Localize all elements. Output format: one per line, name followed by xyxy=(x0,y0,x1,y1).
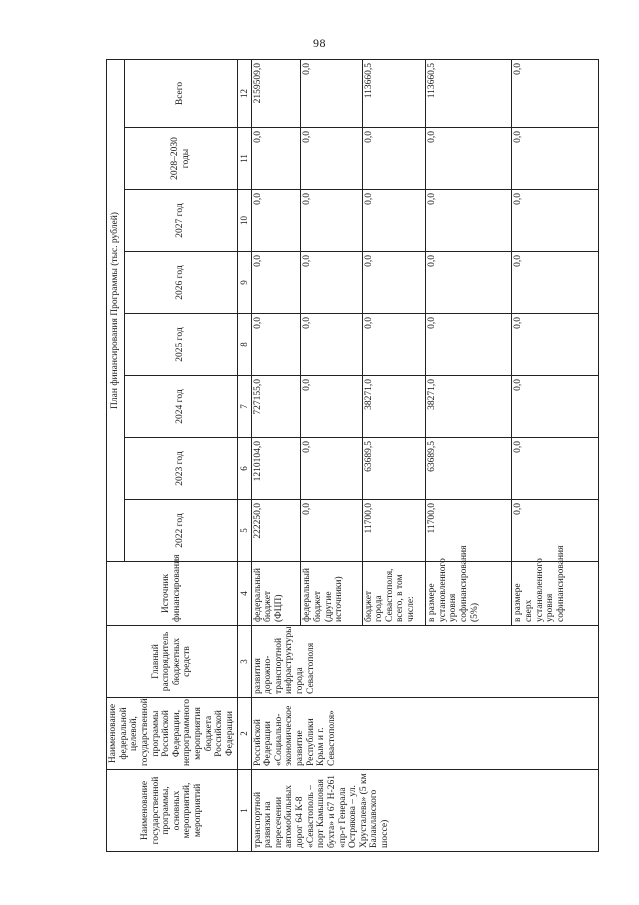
table-row xyxy=(251,59,301,851)
header-plan-title: План финансирования Программы (тыс. рублей) xyxy=(107,59,125,561)
value-cell: 0,0 xyxy=(512,376,598,438)
header-administrator: Главный распорядитель бюджетных средств xyxy=(107,626,238,698)
source-cell: в размере сверх установленного уровня софинансирования xyxy=(512,562,598,626)
value-cell: 0,0 xyxy=(301,252,362,314)
value-cell: 0,0 xyxy=(512,500,598,562)
column-number: 4 xyxy=(237,562,251,626)
value-cell: 0,0 xyxy=(512,59,598,127)
header-source: Источник финансирования xyxy=(107,562,238,626)
value-cell: 0,0 xyxy=(301,438,362,500)
federal-program-cell: Российской Федерации «Социально-экономическое развитие Республики Крым и г. Севастополя» xyxy=(251,698,598,770)
column-number: 10 xyxy=(237,190,251,252)
column-number: 3 xyxy=(237,626,251,698)
value-cell: 0,0 xyxy=(512,128,598,190)
value-cell: 0,0 xyxy=(362,314,426,376)
administrator-cell: развития дорожно-транспортной инфраструктуры города Севастополя xyxy=(251,626,598,698)
value-cell: 0,0 xyxy=(426,252,512,314)
column-number: 12 xyxy=(237,59,251,127)
header-year: 2028–2030 годы xyxy=(125,128,237,190)
column-number: 6 xyxy=(237,438,251,500)
value-cell: 222250,0 xyxy=(251,500,301,562)
column-number: 2 xyxy=(237,698,251,770)
value-cell: 0,0 xyxy=(301,190,362,252)
value-cell: 63689,5 xyxy=(362,438,426,500)
value-cell: 63689,5 xyxy=(426,438,512,500)
value-cell: 11700,0 xyxy=(362,500,426,562)
header-year: 2026 год xyxy=(125,252,237,314)
page-number: 98 xyxy=(313,36,326,50)
value-cell: 727155,0 xyxy=(251,376,301,438)
value-cell: 0,0 xyxy=(362,190,426,252)
value-cell: 11700,0 xyxy=(426,500,512,562)
value-cell: 0,0 xyxy=(301,59,362,127)
value-cell: 0,0 xyxy=(362,128,426,190)
header-year: 2022 год xyxy=(125,500,237,562)
value-cell: 0,0 xyxy=(426,190,512,252)
value-cell: 38271,0 xyxy=(362,376,426,438)
header-program: Наименование государственной программы, основных мероприятий, мероприятий xyxy=(107,770,238,852)
value-cell: 0,0 xyxy=(301,500,362,562)
header-year: 2023 год xyxy=(125,438,237,500)
column-number: 11 xyxy=(237,128,251,190)
financing-plan-table xyxy=(106,59,599,852)
value-cell: 0,0 xyxy=(512,314,598,376)
header-federal-program: Наименование федеральной целевой, государственной программы Российской Федерации, непрограммного мероприятия бюджета Российской Федерации xyxy=(107,698,238,770)
value-cell: 2159509,0 xyxy=(251,59,301,127)
value-cell: 0,0 xyxy=(301,128,362,190)
value-cell: 0,0 xyxy=(251,190,301,252)
value-cell: 0,0 xyxy=(251,252,301,314)
header-total: Всего xyxy=(125,59,237,127)
value-cell: 0,0 xyxy=(251,314,301,376)
column-number: 5 xyxy=(237,500,251,562)
value-cell: 113660,5 xyxy=(362,59,426,127)
source-cell: в размере установленного уровня софинансирования (5%) xyxy=(426,562,512,626)
source-cell: федеральный бюджет (другие источники) xyxy=(301,562,362,626)
column-number-row xyxy=(237,59,251,851)
value-cell: 0,0 xyxy=(362,252,426,314)
value-cell: 0,0 xyxy=(301,376,362,438)
column-number: 8 xyxy=(237,314,251,376)
value-cell: 0,0 xyxy=(512,190,598,252)
header-year: 2027 год xyxy=(125,190,237,252)
value-cell: 38271,0 xyxy=(426,376,512,438)
value-cell: 0,0 xyxy=(251,128,301,190)
value-cell: 0,0 xyxy=(426,314,512,376)
header-year: 2024 год xyxy=(125,376,237,438)
value-cell: 1210104,0 xyxy=(251,438,301,500)
column-number: 9 xyxy=(237,252,251,314)
column-number: 1 xyxy=(237,770,251,852)
column-number: 7 xyxy=(237,376,251,438)
rotated-table-container xyxy=(106,60,598,852)
value-cell: 0,0 xyxy=(512,438,598,500)
program-name-cell: транспортной развязки на пересечении автомобильных дорог 64 К-8 «Севастополь – порт Камышовая бухта» и 67 Н-261 «пр-т Генерала Острякова – ул. Хрусталева» (5 км Балаклавского шоссе) xyxy=(251,770,598,852)
value-cell: 113660,5 xyxy=(426,59,512,127)
source-cell: федеральный бюджет (ФЦП) xyxy=(251,562,301,626)
value-cell: 0,0 xyxy=(512,252,598,314)
value-cell: 0,0 xyxy=(426,128,512,190)
header-year: 2025 год xyxy=(125,314,237,376)
value-cell: 0,0 xyxy=(301,314,362,376)
source-cell: бюджет города Севастополя, всего, в том числе: xyxy=(362,562,426,626)
